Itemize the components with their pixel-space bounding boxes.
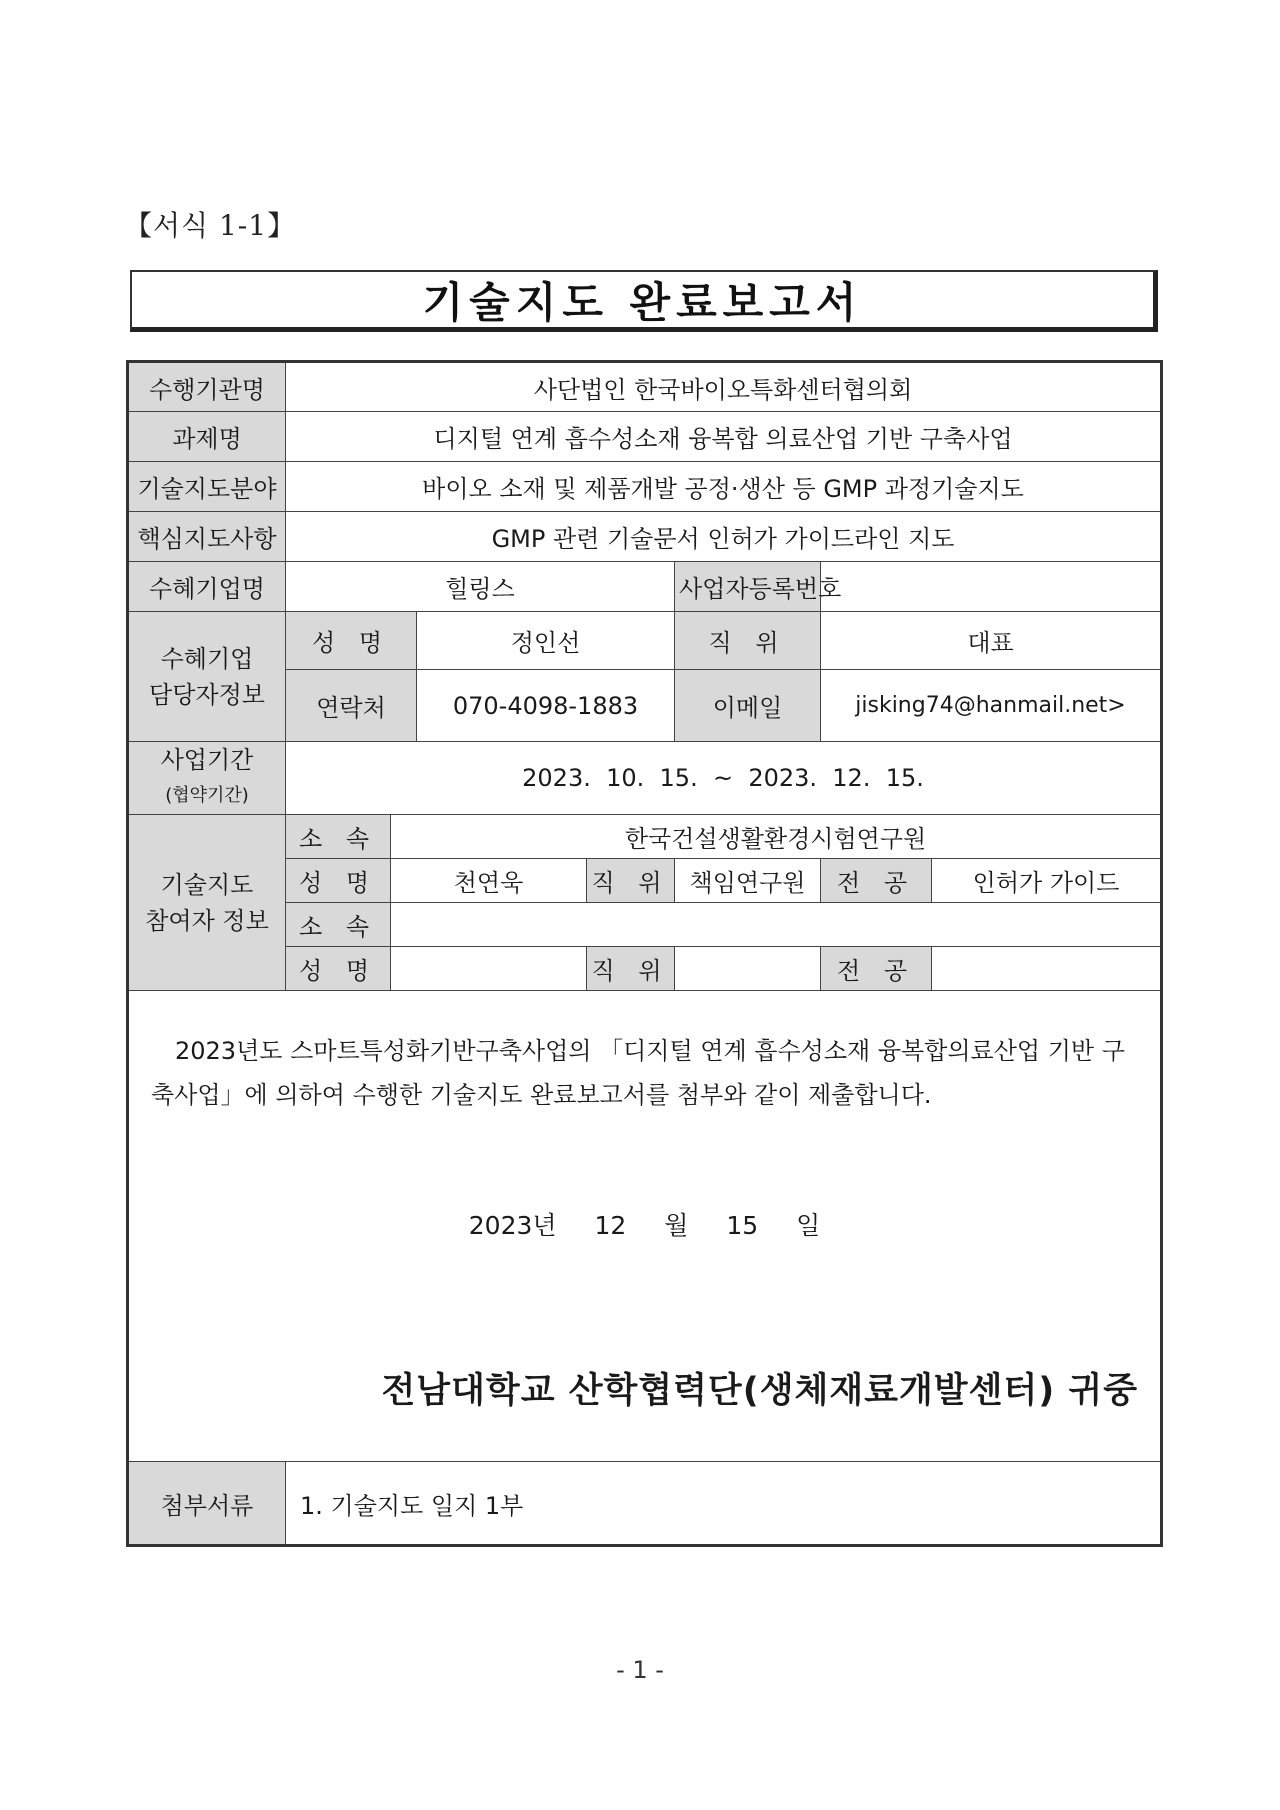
- participant-label: [128, 815, 286, 991]
- contact-email-value: jisking74@hanmail.net>: [821, 670, 1162, 742]
- row-org: [128, 362, 1162, 412]
- row-field: [128, 462, 1162, 512]
- period-label-line2: (협약기간): [165, 785, 249, 806]
- participant-affil-value-2: [391, 903, 1162, 947]
- form-code: 【서식 1-1】: [124, 209, 297, 242]
- field-value: 바이오 소재 및 제품개발 공정·생산 등 GMP 과정기술지도: [286, 462, 1162, 512]
- submission-paragraph: 2023년도 스마트특성화기반구축사업의 「디지털 연계 흡수성소재 융복합의료산업 기반 구축사업」에 의하여 수행한 기술지도 완료보고서를 첨부와 같이 제출합니다.: [151, 1037, 1125, 1109]
- participant-2-name-label: 성 명: [286, 947, 391, 991]
- contact-phone-value: 070-4098-1883: [417, 670, 675, 742]
- key-label: 핵심지도사항: [128, 512, 286, 562]
- participant-1-name-label: 성 명: [286, 859, 391, 903]
- contact-label: [128, 612, 286, 742]
- participant-1-name-value: 천연욱: [391, 859, 587, 903]
- bizno-label: 사업자등록번호: [675, 562, 821, 612]
- recipient: 전남대학교 산학협력단(생체재료개발센터) 귀중: [381, 1371, 1139, 1411]
- key-value: GMP 관련 기술문서 인허가 가이드라인 지도: [286, 512, 1162, 562]
- row-participant-affil-1: [128, 815, 1162, 859]
- row-key: [128, 512, 1162, 562]
- row-company: [128, 562, 1162, 612]
- participant-2-major-label: 전 공: [821, 947, 932, 991]
- attachment-value: 1. 기술지도 일지 1부: [286, 1462, 1162, 1546]
- participant-1-major-label: 전 공: [821, 859, 932, 903]
- contact-label-line1: 수혜기업: [160, 644, 254, 673]
- period-label: [128, 742, 286, 815]
- row-contact-name: [128, 612, 1162, 670]
- body-content: [129, 991, 1160, 1461]
- org-label: 수행기관명: [128, 362, 286, 412]
- participant-label-line1: 기술지도: [160, 870, 254, 899]
- contact-email-label: 이메일: [675, 670, 821, 742]
- contact-name-value: 정인선: [417, 612, 675, 670]
- row-period: [128, 742, 1162, 815]
- participant-affil-value-1: 한국건설생활환경시험연구원: [391, 815, 1162, 859]
- participant-affil-label-1: 소 속: [286, 815, 391, 859]
- company-value: 힐링스: [286, 562, 675, 612]
- contact-label-line2: 담당자정보: [149, 680, 265, 709]
- company-label: 수혜기업명: [128, 562, 286, 612]
- attachment-label: 첨부서류: [128, 1462, 286, 1546]
- contact-position-value: 대표: [821, 612, 1162, 670]
- participant-2-name-value: [391, 947, 587, 991]
- page-number: - 1 -: [616, 1656, 664, 1684]
- contact-name-label: 성 명: [286, 612, 417, 670]
- project-label: 과제명: [128, 412, 286, 462]
- participant-affil-label-2: 소 속: [286, 903, 391, 947]
- report-form-table: [126, 360, 1163, 1547]
- project-value: 디지털 연계 흡수성소재 융복합 의료산업 기반 구축사업: [286, 412, 1162, 462]
- row-project: [128, 412, 1162, 462]
- document-title-box: [130, 270, 1158, 332]
- submission-date: 2023년 12 월 15 일: [468, 1211, 821, 1240]
- participant-2-position-label: 직 위: [587, 947, 675, 991]
- participant-2-position-value: [675, 947, 821, 991]
- org-value: 사단법인 한국바이오특화센터협의회: [286, 362, 1162, 412]
- period-label-line1: 사업기간: [160, 746, 254, 774]
- row-body: [128, 991, 1162, 1462]
- document-title: 기술지도 완료보고서: [422, 277, 863, 327]
- participant-1-major-value: 인허가 가이드: [932, 859, 1162, 903]
- participant-1-position-label: 직 위: [587, 859, 675, 903]
- contact-phone-label: 연락처: [286, 670, 417, 742]
- bizno-value: [821, 562, 1162, 612]
- row-attachment: [128, 1462, 1162, 1546]
- field-label: 기술지도분야: [128, 462, 286, 512]
- participant-label-line2: 참여자 정보: [145, 906, 269, 935]
- period-value: 2023. 10. 15. ~ 2023. 12. 15.: [286, 742, 1162, 815]
- participant-2-major-value: [932, 947, 1162, 991]
- body-cell: [128, 991, 1162, 1462]
- participant-1-position-value: 책임연구원: [675, 859, 821, 903]
- contact-position-label: 직 위: [675, 612, 821, 670]
